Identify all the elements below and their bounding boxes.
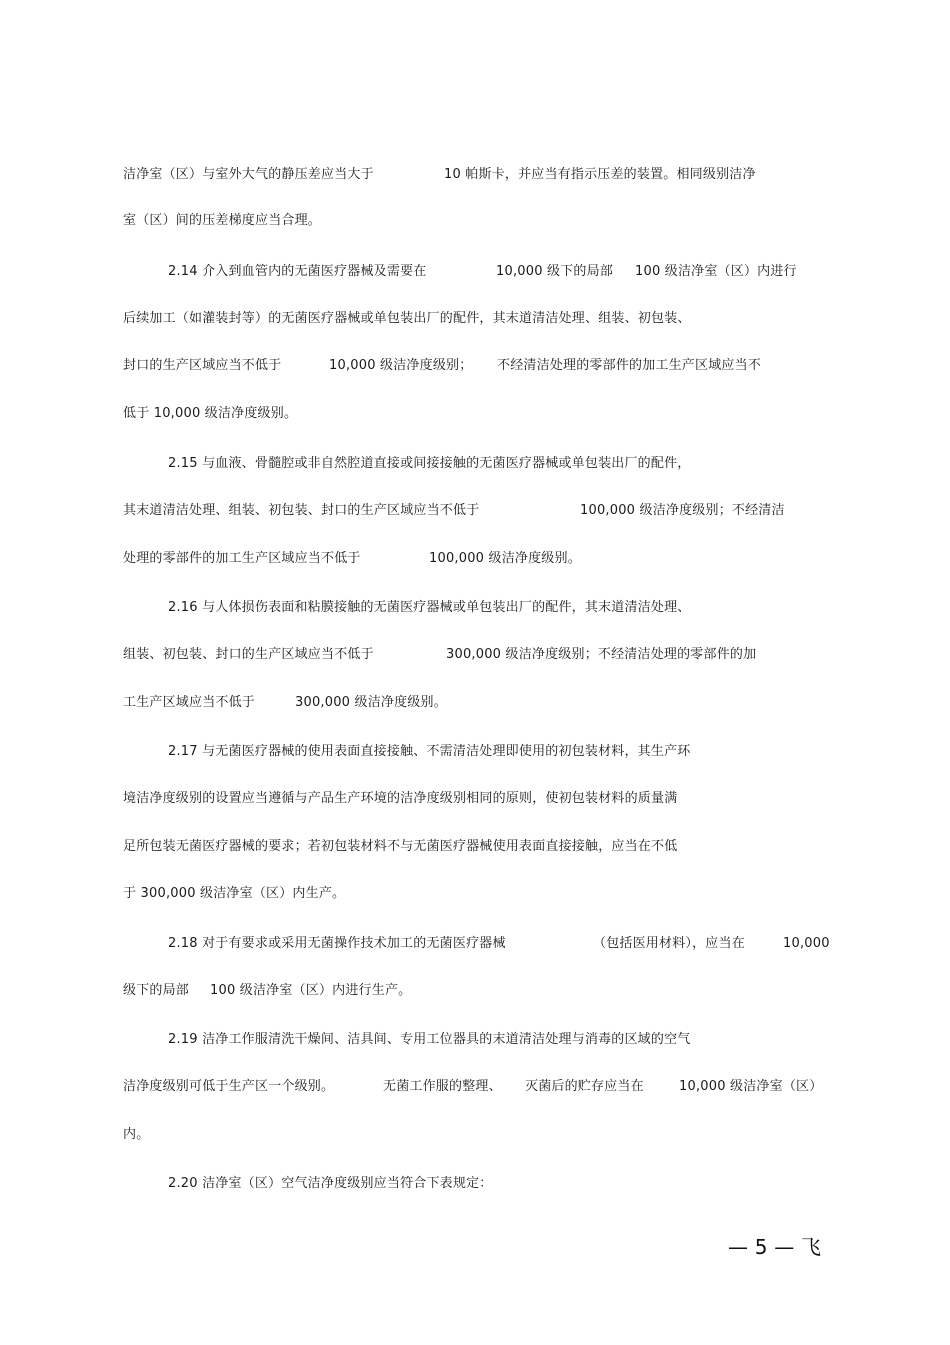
text-line: （包括医用材料），应当在 (593, 936, 745, 951)
text-line: 2.18 对于有要求或采用无菌操作技术加工的无菌医疗器械 (168, 936, 506, 951)
text-line: 其末道清洁处理、组装、初包装、封口的生产区域应当不低于 (123, 503, 480, 518)
text-line: 2.20 洁净室（区）空气洁净度级别应当符合下表规定： (168, 1176, 493, 1191)
text-line: 室（区）间的压差梯度应当合理。 (123, 213, 322, 228)
text-line: 300,000 级洁净度级别；不经清洁处理的零部件的加 (446, 647, 757, 662)
text-line: 2.17 与无菌医疗器械的使用表面直接接触、不需清洁处理即使用的初包装材料，其生产环 (168, 744, 691, 759)
text-line: 于 300,000 级洁净室（区）内生产。 (123, 886, 346, 901)
text-line: 境洁净度级别的设置应当遵循与产品生产环境的洁净度级别相同的原则，使初包装材料的质量满 (123, 791, 678, 806)
text-line: 处理的零部件的加工生产区域应当不低于 (123, 551, 361, 566)
text-line: 内。 (123, 1127, 150, 1142)
text-line: 2.16 与人体损伤表面和粘膜接触的无菌医疗器械或单包装出厂的配件，其末道清洁处理、 (168, 600, 691, 615)
text-line: 封口的生产区域应当不低于 (123, 358, 282, 373)
text-line: 灭菌后的贮存应当在 (525, 1079, 644, 1094)
text-line: 级下的局部 (123, 983, 190, 998)
text-line: 后续加工（如灌装封等）的无菌医疗器械或单包装出厂的配件，其末道清洁处理、组装、初包装、 (123, 311, 691, 326)
text-line: 10 帕斯卡，并应当有指示压差的装置。相同级别洁净 (444, 167, 756, 182)
text-line: 100 级洁净室（区）内进行生产。 (210, 983, 412, 998)
text-line: 足所包装无菌医疗器械的要求；若初包装材料不与无菌医疗器械使用表面直接接触，应当在不低 (123, 839, 678, 854)
page-number-footer: — 5 — 飞 (728, 1235, 822, 1259)
text-line: 洁净度级别可低于生产区一个级别。 (123, 1079, 335, 1094)
text-line: 100,000 级洁净度级别。 (429, 551, 581, 566)
text-line: 10,000 (783, 936, 830, 951)
text-line: 组装、初包装、封口的生产区域应当不低于 (123, 647, 374, 662)
text-line: 低于 10,000 级洁净度级别。 (123, 406, 298, 421)
text-line: 100,000 级洁净度级别；不经清洁 (580, 503, 785, 518)
text-line: 2.19 洁净工作服清洗干燥间、洁具间、专用工位器具的末道清洁处理与消毒的区域的空气 (168, 1032, 691, 1047)
text-line: 无菌工作服的整理、 (383, 1079, 502, 1094)
text-line: 不经清洁处理的零部件的加工生产区域应当不 (497, 358, 762, 373)
text-line: 10,000 级洁净室（区） (679, 1079, 823, 1094)
text-line: 10,000 级下的局部 (496, 264, 614, 279)
text-line: 洁净室（区）与室外大气的静压差应当大于 (123, 167, 374, 182)
text-line: 100 级洁净室（区）内进行 (635, 264, 797, 279)
text-line: 10,000 级洁净度级别； (329, 358, 473, 373)
text-line: 300,000 级洁净度级别。 (295, 695, 447, 710)
text-line: 2.14 介入到血管内的无菌医疗器械及需要在 (168, 264, 427, 279)
text-line: 工生产区域应当不低于 (123, 695, 256, 710)
text-line: 2.15 与血液、骨髓腔或非自然腔道直接或间接接触的无菌医疗器械或单包装出厂的配件， (168, 456, 691, 471)
